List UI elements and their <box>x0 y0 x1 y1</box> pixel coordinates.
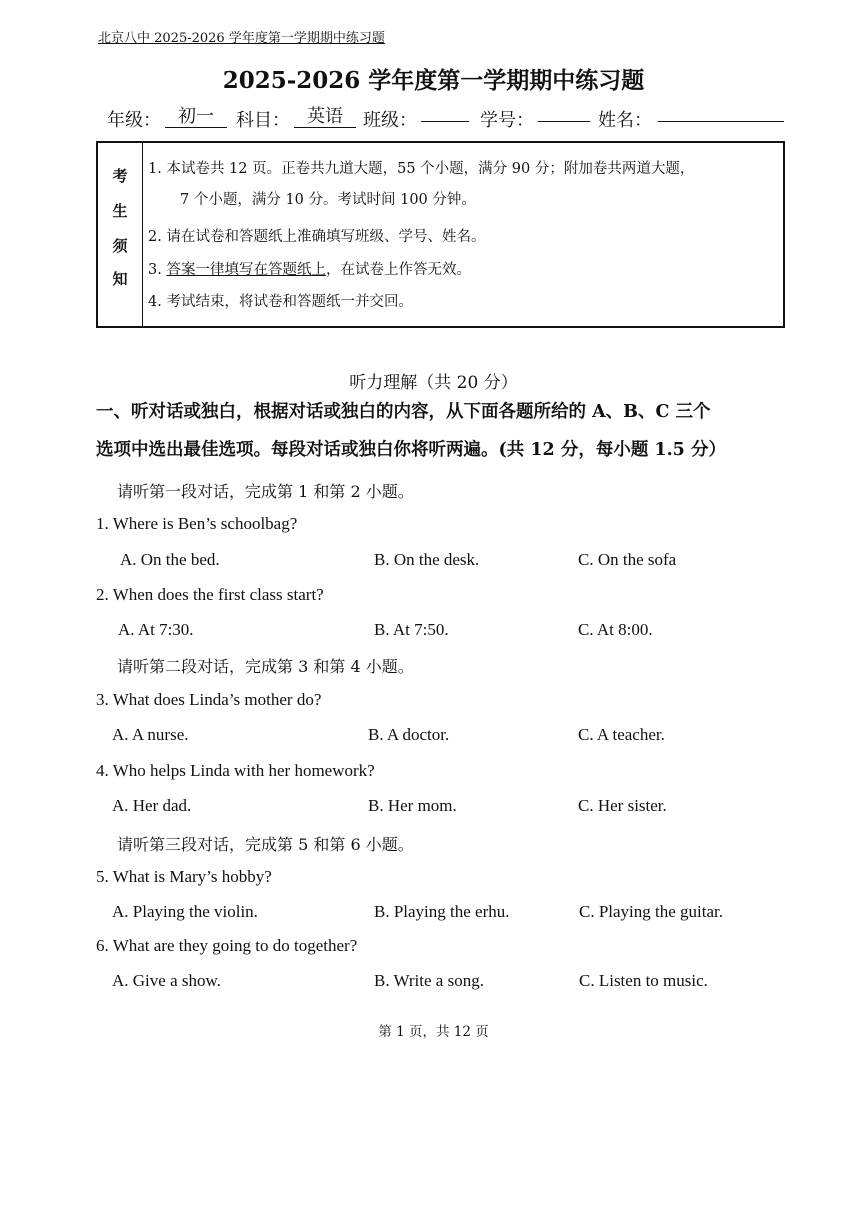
notice-item-4: 4. 考试结束，将试卷和答题纸一并交回。 <box>148 294 413 310</box>
notice-item-3-rest: ，在试卷上作答无效。 <box>325 262 471 278</box>
exam-title: 2025-2026 学年度第一学期期中练习题 <box>222 67 645 94</box>
question-3-option-b: B. A doctor. <box>368 725 450 744</box>
section-title: 听力理解（共 20 分） <box>349 373 518 393</box>
dialogue-subheading: 请听第二段对话，完成第 3 和第 4 小题。 <box>117 657 414 676</box>
notice-item-3 <box>148 258 471 279</box>
question-3-option-a: A. A nurse. <box>112 725 189 744</box>
question-6: 6. What are they going to do together? <box>96 936 358 955</box>
grade-field <box>165 106 227 128</box>
question-2-option-a: A. At 7:30. <box>118 620 194 639</box>
question-5-option-a: A. Playing the violin. <box>112 902 258 921</box>
question-5-option-b: B. Playing the erhu. <box>374 902 510 921</box>
notice-item-1-line-2: 7 个小题，满分 10 分。考试时间 100 分钟。 <box>180 192 476 208</box>
running-header: 北京八中 2025-2026 学年度第一学期期中练习题 <box>98 31 385 46</box>
question-4-option-a: A. Her dad. <box>112 796 192 815</box>
notice-side-char: 须 <box>112 237 128 255</box>
subject-field <box>294 106 356 128</box>
question-1: 1. Where is Ben’s schoolbag? <box>96 514 298 533</box>
class-field <box>421 106 469 127</box>
id-field <box>538 106 590 127</box>
name-label: 姓名： <box>598 110 652 131</box>
class-value <box>421 121 469 122</box>
notice-item-2: 2. 请在试卷和答题纸上准确填写班级、学号、姓名。 <box>148 229 486 245</box>
question-4-option-c: C. Her sister. <box>578 796 667 815</box>
subject-label: 科目： <box>236 110 290 131</box>
question-2-option-c: C. At 8:00. <box>578 620 653 639</box>
question-2: 2. When does the first class start? <box>96 585 324 604</box>
question-1-option-b: B. On the desk. <box>374 550 480 569</box>
question-1-option-a: A. On the bed. <box>120 550 220 569</box>
subject-value: 英语 <box>294 107 356 128</box>
id-value <box>538 121 590 122</box>
notice-side-char: 生 <box>112 202 128 220</box>
notice-side-char: 考 <box>112 167 128 185</box>
notice-side-char: 知 <box>112 270 128 288</box>
notice-item-3-emphasis: 答案一律填写在答题纸上 <box>166 262 326 278</box>
section-instruction-line-1: 一、听对话或独白，根据对话或独白的内容，从下面各题所给的 A、B、C 三个 <box>96 402 711 422</box>
question-5: 5. What is Mary’s hobby? <box>96 867 272 886</box>
dialogue-subheading: 请听第一段对话，完成第 1 和第 2 小题。 <box>117 482 414 501</box>
grade-label: 年级： <box>107 110 161 131</box>
name-value <box>658 121 784 122</box>
grade-value: 初一 <box>165 107 227 128</box>
id-label: 学号： <box>480 110 534 131</box>
notice-side-column <box>98 143 143 326</box>
question-3-option-c: C. A teacher. <box>578 725 665 744</box>
name-field <box>658 106 784 127</box>
question-6-option-b: B. Write a song. <box>374 971 484 990</box>
question-6-option-c: C. Listen to music. <box>579 971 708 990</box>
notice-item-1-line-1: 1. 本试卷共 12 页。正卷共九道大题，55 个小题，满分 90 分；附加卷共两道大题， <box>148 161 695 177</box>
question-2-option-b: B. At 7:50. <box>374 620 449 639</box>
notice-item-3-prefix: 3. <box>148 262 167 278</box>
page-footer: 第 1 页，共 12 页 <box>378 1024 489 1040</box>
question-3: 3. What does Linda’s mother do? <box>96 690 322 709</box>
question-5-option-c: C. Playing the guitar. <box>579 902 724 921</box>
question-6-option-a: A. Give a show. <box>112 971 221 990</box>
class-label: 班级： <box>363 110 417 131</box>
question-1-option-c: C. On the sofa <box>578 550 677 569</box>
exam-notice-box <box>96 141 785 328</box>
section-instruction-line-2: 选项中选出最佳选项。每段对话或独白你将听两遍。(共 12 分，每小题 1.5 分） <box>96 440 726 460</box>
question-4: 4. Who helps Linda with her homework? <box>96 761 375 780</box>
question-4-option-b: B. Her mom. <box>368 796 457 815</box>
dialogue-subheading: 请听第三段对话，完成第 5 和第 6 小题。 <box>117 835 414 854</box>
